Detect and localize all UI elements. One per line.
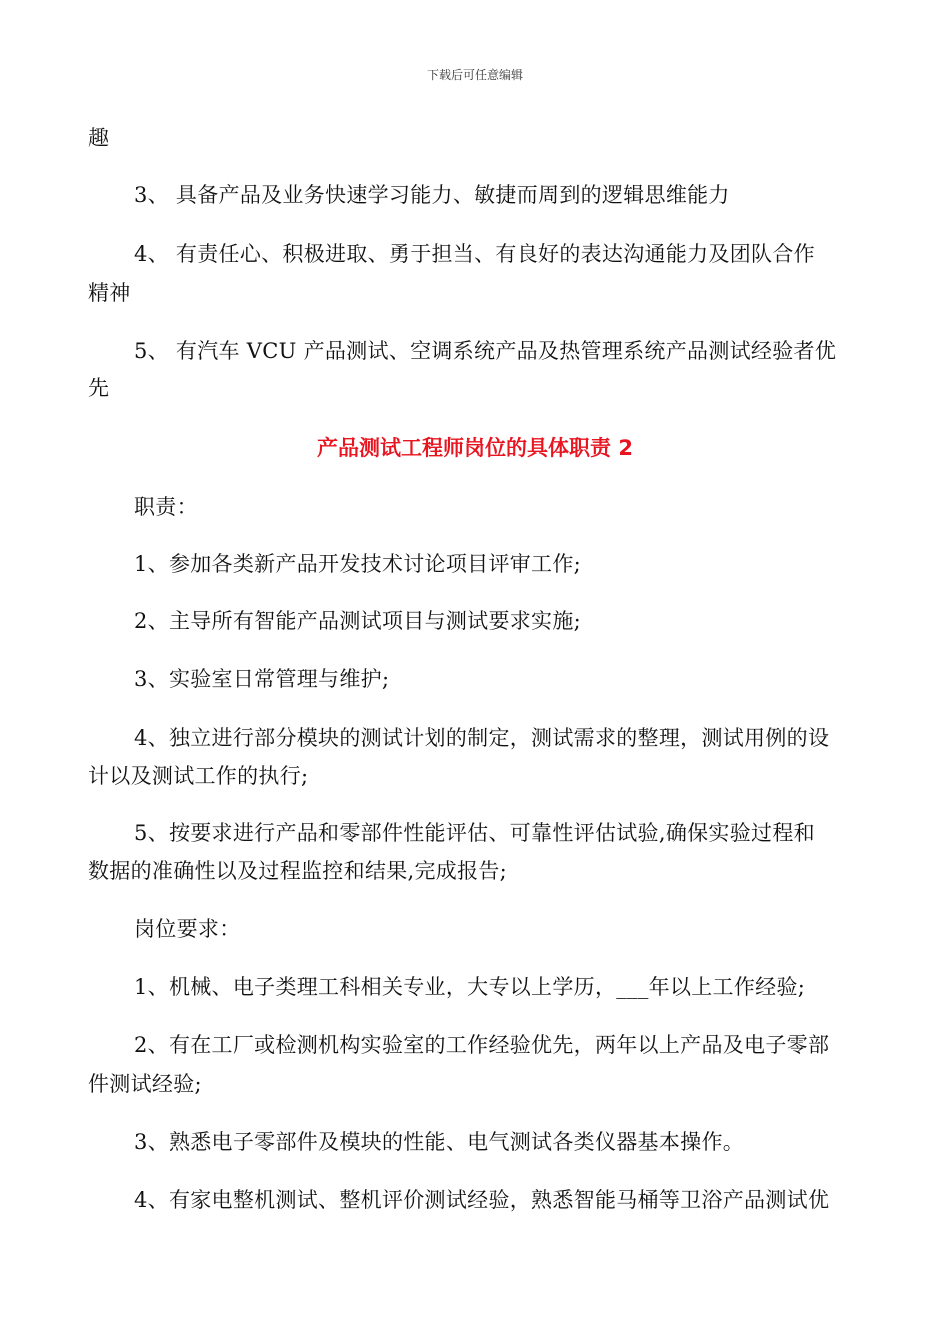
duty-item-1: 1、参加各类新产品开发技术讨论项目评审工作; bbox=[134, 552, 582, 576]
requirements-heading: 岗位要求： bbox=[134, 917, 241, 941]
paragraph-line: 趣 bbox=[88, 126, 110, 150]
requirement-item-3: 3、 具备产品及业务快速学习能力、敏捷而周到的逻辑思维能力 bbox=[134, 183, 730, 207]
duty-item-3: 3、实验室日常管理与维护; bbox=[134, 667, 390, 691]
requirement-item-4-continued: 精神 bbox=[88, 281, 131, 305]
duty-item-5: 5、按要求进行产品和零部件性能评估、可靠性评估试验,确保实验过程和 bbox=[134, 821, 815, 845]
duties-heading: 职责： bbox=[134, 495, 198, 519]
job-requirement-2-continued: 件测试经验; bbox=[88, 1072, 202, 1096]
duty-item-4-continued: 计以及测试工作的执行; bbox=[88, 764, 309, 788]
requirement-item-5-continued: 先 bbox=[88, 376, 110, 400]
job-requirement-1: 1、机械、电子类理工科相关专业，大专以上学历，___年以上工作经验; bbox=[134, 975, 806, 999]
duty-item-5-continued: 数据的准确性以及过程监控和结果,完成报告; bbox=[88, 859, 508, 883]
job-requirement-2: 2、有在工厂或检测机构实验室的工作经验优先，两年以上产品及电子零部 bbox=[134, 1033, 830, 1057]
job-requirement-3: 3、熟悉电子零部件及模块的性能、电气测试各类仪器基本操作。 bbox=[134, 1130, 745, 1154]
page-header: 下载后可任意编辑 bbox=[426, 68, 523, 82]
section-title: 产品测试工程师岗位的具体职责 2 bbox=[317, 436, 633, 460]
duty-item-2: 2、主导所有智能产品测试项目与测试要求实施; bbox=[134, 609, 582, 633]
requirement-item-4: 4、 有责任心、积极进取、勇于担当、有良好的表达沟通能力及团队合作 bbox=[134, 242, 815, 266]
requirement-item-5: 5、 有汽车 VCU 产品测试、空调系统产品及热管理系统产品测试经验者优 bbox=[134, 339, 837, 363]
duty-item-4: 4、独立进行部分模块的测试计划的制定，测试需求的整理，测试用例的设 bbox=[134, 726, 830, 750]
job-requirement-4: 4、有家电整机测试、整机评价测试经验，熟悉智能马桶等卫浴产品测试优 bbox=[134, 1188, 830, 1212]
